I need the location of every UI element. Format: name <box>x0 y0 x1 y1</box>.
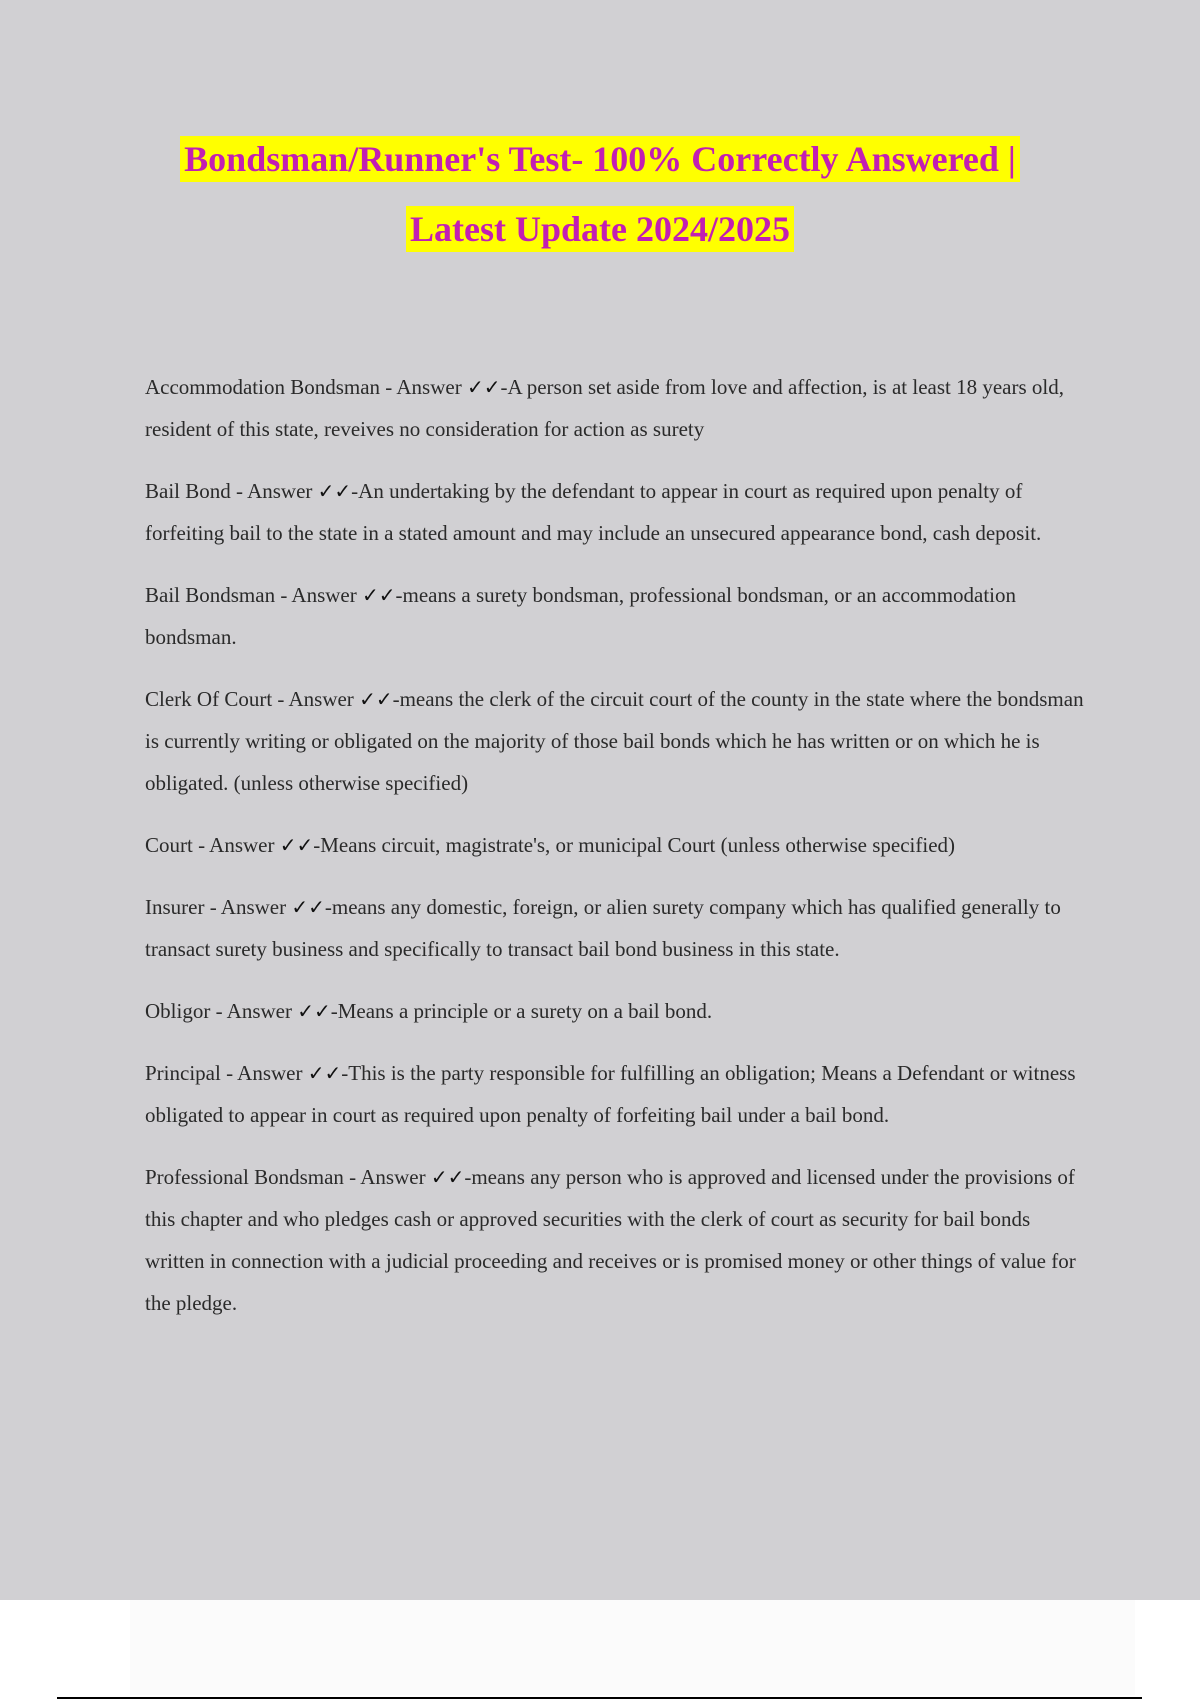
qa-entry-list <box>145 366 1090 1344</box>
double-check-icon: ✓✓ <box>361 583 396 607</box>
entry-definition: -means a surety bondsman, professional bondsman, or an accommodation bondsman. <box>145 583 1017 649</box>
entry-definition: -An undertaking by the defendant to appear in court as required upon penalty of forfeiting bail to the state in a stated amount and may include an unsecured appearance bond, cash deposit. <box>145 479 1042 545</box>
qa-entry <box>145 1156 1090 1324</box>
double-check-icon: ✓✓ <box>307 1061 342 1085</box>
entry-definition: -means the clerk of the circuit court of the county in the state where the bondsman is currently writing or obligated on the majority of those bail bonds which he has written or on which he is obligated. (unless otherwise specified) <box>145 687 1084 795</box>
entry-term: Bail Bond - Answer <box>145 479 318 503</box>
entry-definition: -Means circuit, magistrate's, or municipal Court (unless otherwise specified) <box>313 833 956 857</box>
entry-term: Principal - Answer <box>145 1061 308 1085</box>
double-check-icon: ✓✓ <box>297 999 331 1023</box>
title-line-1: Bondsman/Runner's Test- 100% Correctly Answered | <box>180 136 1020 182</box>
double-check-icon: ✓✓ <box>317 479 352 503</box>
entry-definition: -A person set aside from love and affection, is at least 18 years old, resident of this state, reveives no consideration for action as surety <box>145 375 1065 441</box>
qa-entry <box>145 990 1090 1032</box>
document-title <box>0 136 1200 252</box>
qa-entry <box>145 366 1090 450</box>
entry-term: Court - Answer <box>145 833 280 857</box>
page-footer-band <box>130 1600 1135 1695</box>
double-check-icon: ✓✓ <box>359 687 393 711</box>
entry-definition: -Means a principle or a surety on a bail bond. <box>330 999 713 1023</box>
entry-term: Bail Bondsman - Answer <box>145 583 362 607</box>
double-check-icon: ✓✓ <box>279 833 314 857</box>
entry-term: Obligor - Answer <box>145 999 298 1023</box>
footer-divider <box>57 1697 1142 1699</box>
double-check-icon: ✓✓ <box>430 1165 465 1189</box>
entry-definition: -This is the party responsible for fulfilling an obligation; Means a Defendant or witness obligated to appear in court as required upon penalty of forfeiting bail under a bail bond. <box>145 1061 1076 1127</box>
entry-term: Insurer - Answer <box>145 895 292 919</box>
double-check-icon: ✓✓ <box>466 375 501 399</box>
qa-entry <box>145 1052 1090 1136</box>
entry-term: Accommodation Bondsman - Answer <box>145 375 467 399</box>
qa-entry <box>145 824 1090 866</box>
entry-term: Clerk Of Court - Answer <box>145 687 360 711</box>
entry-definition: -means any domestic, foreign, or alien surety company which has qualified generally to transact surety business and specifically to transact bail bond business in this state. <box>145 895 1061 961</box>
qa-entry <box>145 574 1090 658</box>
entry-definition: -means any person who is approved and licensed under the provisions of this chapter and who pledges cash or approved securities with the clerk of court as security for bail bonds written in connection with a judicial proceeding and receives or is promised money or other things of value for the pledge. <box>145 1165 1076 1315</box>
title-line-2: Latest Update 2024/2025 <box>406 206 794 252</box>
qa-entry <box>145 470 1090 554</box>
qa-entry <box>145 678 1090 804</box>
entry-term: Professional Bondsman - Answer <box>145 1165 431 1189</box>
qa-entry <box>145 886 1090 970</box>
double-check-icon: ✓✓ <box>291 895 325 919</box>
